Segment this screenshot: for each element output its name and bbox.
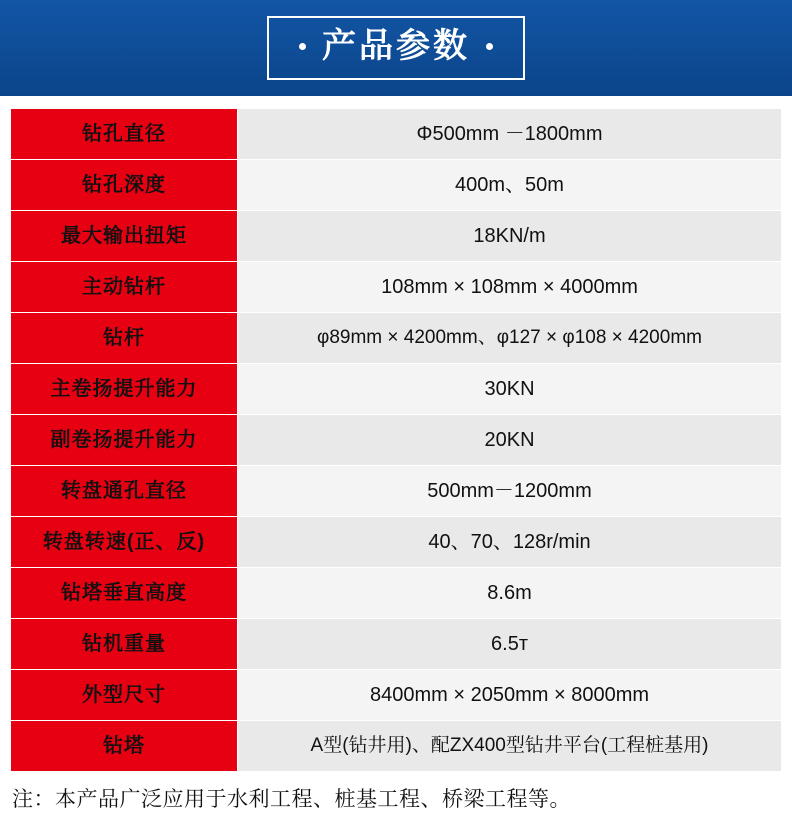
table-row	[11, 517, 782, 568]
row-label: 钻孔深度	[11, 160, 238, 211]
row-value: 40、70、128r/min	[238, 517, 782, 568]
table-row	[11, 160, 782, 211]
row-label: 转盘转速(正、反)	[11, 517, 238, 568]
table-row	[11, 721, 782, 772]
row-label: 主动钻杆	[11, 262, 238, 313]
row-value: 20KN	[238, 415, 782, 466]
row-value: 30KN	[238, 364, 782, 415]
footer-note: 注：本产品广泛应用于水利工程、桩基工程、桥梁工程等。	[12, 788, 571, 811]
table-row	[11, 619, 782, 670]
row-value: 6.5т	[238, 619, 782, 670]
page-header-banner	[0, 0, 792, 96]
table-row	[11, 364, 782, 415]
table-row	[11, 568, 782, 619]
spec-table	[10, 108, 782, 772]
row-label: 钻塔	[11, 721, 238, 772]
table-row	[11, 415, 782, 466]
row-value: A型(钻井用)、配ZX400型钻井平台(工程桩基用)	[238, 721, 782, 772]
row-value: 8400mm × 2050mm × 8000mm	[238, 670, 782, 721]
row-label: 副卷扬提升能力	[11, 415, 238, 466]
table-row	[11, 670, 782, 721]
bullet-left-icon	[299, 43, 306, 50]
row-label: 外型尺寸	[11, 670, 238, 721]
table-row	[11, 313, 782, 364]
row-label: 转盘通孔直径	[11, 466, 238, 517]
row-value: 400m、50m	[238, 160, 782, 211]
row-label: 钻机重量	[11, 619, 238, 670]
row-label: 钻孔直径	[11, 109, 238, 160]
row-label: 主卷扬提升能力	[11, 364, 238, 415]
row-label: 钻杆	[11, 313, 238, 364]
page-title: 产品参数	[322, 27, 470, 65]
spec-table-container	[0, 96, 792, 772]
row-value: Φ500mm －1800mm	[238, 109, 782, 160]
row-value: 18KN/m	[238, 211, 782, 262]
row-label: 钻塔垂直高度	[11, 568, 238, 619]
banner-frame	[267, 16, 525, 80]
bullet-right-icon	[486, 43, 493, 50]
row-value: 108mm × 108mm × 4000mm	[238, 262, 782, 313]
row-label: 最大输出扭矩	[11, 211, 238, 262]
row-value: 8.6m	[238, 568, 782, 619]
row-value: φ89mm × 4200mm、φ127 × φ108 × 4200mm	[238, 313, 782, 364]
table-row	[11, 109, 782, 160]
table-row	[11, 466, 782, 517]
table-row	[11, 262, 782, 313]
row-value: 500mm－1200mm	[238, 466, 782, 517]
table-row	[11, 211, 782, 262]
